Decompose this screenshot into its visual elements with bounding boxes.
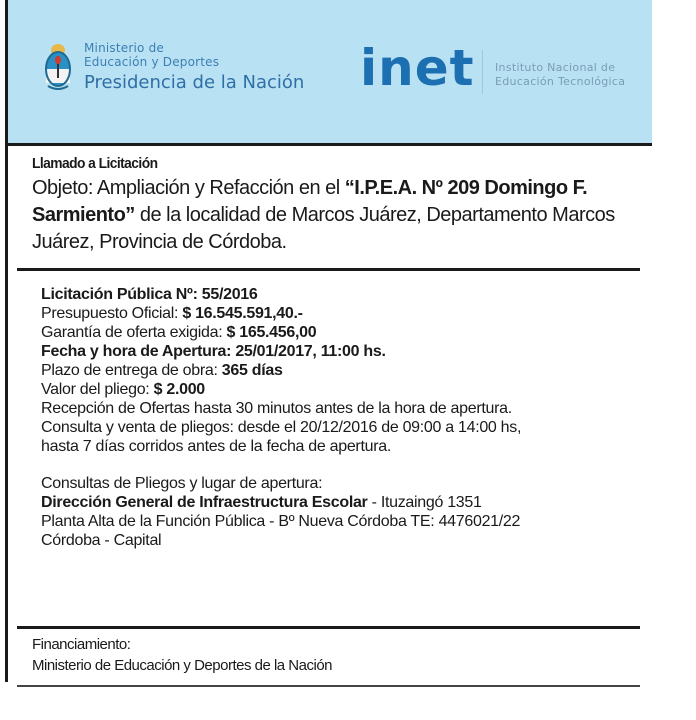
ministry-line-2: Educación y Deportes <box>84 55 220 69</box>
ministry-wordmark <box>84 41 304 95</box>
plazo-value: 365 días <box>221 362 283 379</box>
call-object <box>32 175 672 256</box>
object-school-name: “I.P.E.A. Nº 209 Domingo F. Sarmiento” <box>32 177 588 226</box>
garantia-label: Garantía de oferta exigida: <box>41 324 227 341</box>
financing-section <box>32 634 332 676</box>
lugar-label: Consultas de Pliegos y lugar de apertura: <box>41 475 323 492</box>
bottom-rule <box>17 685 640 687</box>
object-prefix: Objeto: Ampliación y Refacción en el <box>32 177 345 199</box>
licitacion-number: Licitación Pública Nº: 55/2016 <box>41 286 258 303</box>
consulta-line-2: hasta 7 días corridos antes de la fecha de apertura. <box>41 438 391 455</box>
plazo-label: Plazo de entrega de obra: <box>41 362 222 379</box>
consulta-line-1: Consulta y venta de pliegos: desde el 20/12/2016 de 09:00 a 14:00 hs, <box>41 419 522 436</box>
valor-label: Valor del pliego: <box>41 381 154 398</box>
header-banner <box>8 0 652 146</box>
financing-label: Financiamiento: <box>32 636 131 653</box>
logo-divider <box>482 50 483 94</box>
ministry-line-1: Ministerio de <box>84 41 164 55</box>
recepcion-text: Recepción de Ofertas hasta 30 minutos antes de la hora de apertura. <box>41 400 512 417</box>
argentina-coat-of-arms-icon <box>44 42 72 92</box>
lugar-address: - Ituzaingó 1351 <box>367 494 482 511</box>
lugar-row <box>41 493 521 512</box>
presupuesto-row <box>41 304 521 323</box>
lugar-line-3: Córdoba - Capital <box>41 532 162 549</box>
presupuesto-value: $ 16.545.591,40.- <box>182 305 303 322</box>
call-section <box>32 154 652 256</box>
object-suffix: de la localidad de Marcos Juárez, Departamento Marcos Juárez, Provincia de Córdoba. <box>32 204 615 253</box>
inet-subtitle-line-2: Educación Tecnológica <box>495 75 626 88</box>
valor-value: $ 2.000 <box>153 381 205 398</box>
divider-rule <box>17 626 640 629</box>
tender-details <box>41 285 521 550</box>
lugar-office: Dirección General de Infraestructura Escolar <box>41 494 368 511</box>
inet-subtitle <box>495 61 625 89</box>
valor-row <box>41 380 521 399</box>
inet-subtitle-line-1: Instituto Nacional de <box>495 61 616 74</box>
lugar-line-2: Planta Alta de la Función Pública - Bº Nueva Córdoba TE: 4476021/22 <box>41 513 521 530</box>
financing-value: Ministerio de Educación y Deportes de la Nación <box>32 657 333 674</box>
presupuesto-label: Presupuesto Oficial: <box>41 305 183 322</box>
ministry-line-3: Presidencia de la Nación <box>84 72 305 93</box>
apertura-date: Fecha y hora de Apertura: 25/01/2017, 11:00 hs. <box>41 343 386 360</box>
divider-rule <box>17 268 640 271</box>
plazo-row <box>41 361 521 380</box>
inet-logo: inet <box>360 39 475 97</box>
garantia-row <box>41 323 521 342</box>
garantia-value: $ 165.456,00 <box>226 324 317 341</box>
call-kicker: Llamado a Licitación <box>32 155 158 172</box>
